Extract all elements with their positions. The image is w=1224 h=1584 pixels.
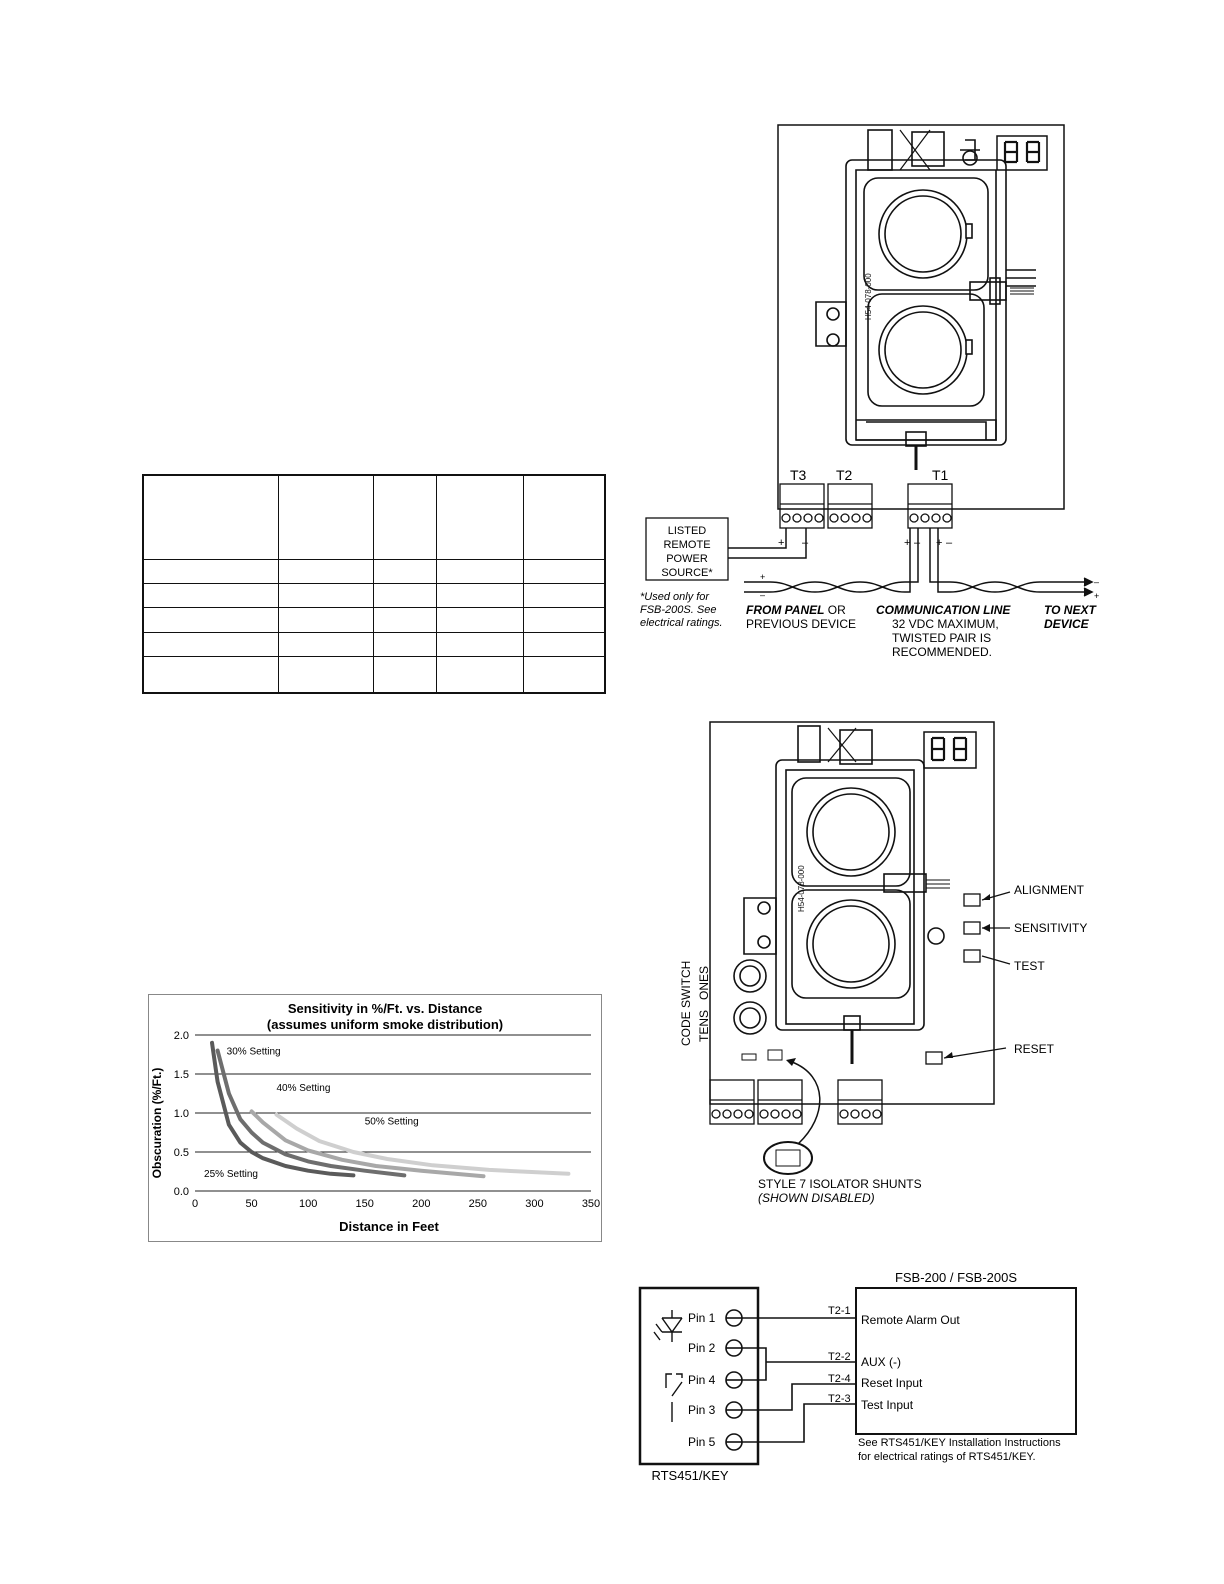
power-box-line2: REMOTE [663,539,711,551]
chart-y-label: Obscuration (%/Ft.) [150,1067,164,1179]
sensitivity-chart-svg [149,995,601,1241]
x-tick-label: 200 [412,1198,431,1210]
footnote-line1: *Used only for [640,591,710,603]
footnote-line3: electrical ratings. [640,617,723,629]
terminal-t2-label: T2 [836,467,853,483]
board-outline [778,125,1064,509]
remote-alarm-out-label: Remote Alarm Out [861,1313,960,1327]
rts451-key-label: RTS451/KEY [651,1468,729,1483]
comm-note-2: TWISTED PAIR IS [892,631,992,645]
shunt-block-1 [742,1054,756,1060]
y-tick-label: 0.0 [173,1186,189,1198]
previous-device-label: PREVIOUS DEVICE [746,617,857,631]
sensitivity-chart [148,994,602,1242]
pin5-label: Pin 5 [688,1435,716,1449]
annotation-label: 30% Setting [226,1046,281,1058]
y-tick-label: 1.0 [173,1108,189,1120]
chart-title: Sensitivity in %/Ft. vs. Distance [287,1001,483,1016]
tens-label: TENS [697,1009,711,1042]
pin1-label: Pin 1 [688,1311,716,1325]
wiring-diagram [620,110,1100,670]
controls-diagram [668,716,1108,1216]
seven-segment-display-icon [924,732,976,768]
t2-4-label: T2-4 [828,1373,851,1385]
shunts-note: (SHOWN DISABLED) [758,1191,875,1205]
reset-input-label: Reset Input [861,1376,923,1390]
twisted-pair [744,528,1092,596]
terminal-t1-label: T1 [932,467,949,483]
t2-2-label: T2-2 [828,1351,851,1363]
part-number: H54-078-000 [864,273,873,320]
annotation-label: 25% Setting [204,1168,258,1180]
alignment-label: ALIGNMENT [1014,883,1085,897]
test-button[interactable] [964,950,980,962]
t1-minus-2: – [946,537,953,549]
power-wires [728,528,806,558]
power-box-line4: SOURCE* [661,567,713,579]
part-number-2: H54-078-000 [797,865,806,912]
right-plus: + [1094,591,1100,601]
t2-3-label: T2-3 [828,1393,851,1405]
x-tick-label: 250 [468,1198,488,1210]
comm-note-3: RECOMMENDED. [892,645,993,659]
aux-label: AUX (-) [861,1355,901,1369]
x-tick-label: 100 [298,1198,318,1210]
chart-x-label: Distance in Feet [339,1219,439,1234]
to-next-label: TO NEXT [1044,603,1096,617]
t1-plus-2: + [936,537,943,549]
rts-note-line2: for electrical ratings of RTS451/KEY. [858,1451,1036,1463]
seven-segment-display-icon [997,136,1047,170]
device-title: FSB-200 / FSB-200S [894,1270,1018,1285]
detector-housing [816,130,1036,470]
rts451-wiring [632,1266,1102,1486]
test-label: TEST [1014,959,1045,973]
shunt-block-2 [768,1050,782,1060]
pin2-label: Pin 2 [688,1341,716,1355]
diode-icon [654,1310,682,1342]
x-tick-label: 300 [525,1198,544,1210]
x-tick-label: 150 [355,1198,374,1210]
to-next-device-label: DEVICE [1044,617,1089,631]
pin-terminals [726,1310,742,1450]
spec-table [142,474,606,694]
ones-label: ONES [697,965,711,1000]
rts-note-line1: See RTS451/KEY Installation Instructions [858,1437,1061,1449]
test-input-label: Test Input [861,1398,914,1412]
y-tick-label: 0.5 [173,1147,189,1159]
switch-icon [666,1374,682,1422]
t2-1-label: T2-1 [828,1305,851,1317]
reset-button[interactable] [926,1052,942,1064]
right-minus: – [1094,577,1100,587]
comm-line-label: COMMUNICATION LINE [876,603,1011,617]
pin4-label: Pin 4 [688,1373,716,1387]
sensitivity-button[interactable] [964,922,980,934]
x-tick-label: 50 [245,1198,258,1210]
left-minus: – [760,590,766,600]
code-switch-label: CODE SWITCH [679,960,693,1046]
x-tick-label: 0 [191,1198,199,1210]
y-tick-label: 1.5 [173,1069,189,1081]
annotation-label: 50% Setting [364,1116,419,1128]
y-tick-label: 2.0 [173,1030,189,1042]
comm-note-1: 32 VDC MAXIMUM, [892,617,999,631]
terminal-blocks [780,484,952,528]
reset-label: RESET [1014,1042,1055,1056]
left-plus: + [760,572,766,582]
pin3-label: Pin 3 [688,1403,716,1417]
sensitivity-label: SENSITIVITY [1014,921,1088,935]
from-panel-label: FROM PANEL OR [746,603,846,617]
footnote-line2: FSB-200S. See [640,604,717,616]
t3-minus: – [802,537,809,549]
power-box-line1: LISTED [667,525,707,537]
alignment-button[interactable] [964,894,980,906]
t1-minus-1: – [914,537,921,549]
x-tick-label: 350 [581,1198,601,1210]
shunts-label: STYLE 7 ISOLATOR SHUNTS [758,1177,922,1191]
shunt-callout [764,1142,812,1174]
annotation-label: 40% Setting [276,1083,331,1095]
controls-terminal-blocks [710,1080,882,1124]
t3-plus: + [778,537,785,549]
terminal-t3-label: T3 [790,467,807,483]
t1-plus-1: + [904,537,911,549]
chart-subtitle: (assumes uniform smoke distribution) [266,1017,504,1032]
power-box-line3: POWER [666,553,708,565]
detector-housing-2 [734,726,950,1064]
